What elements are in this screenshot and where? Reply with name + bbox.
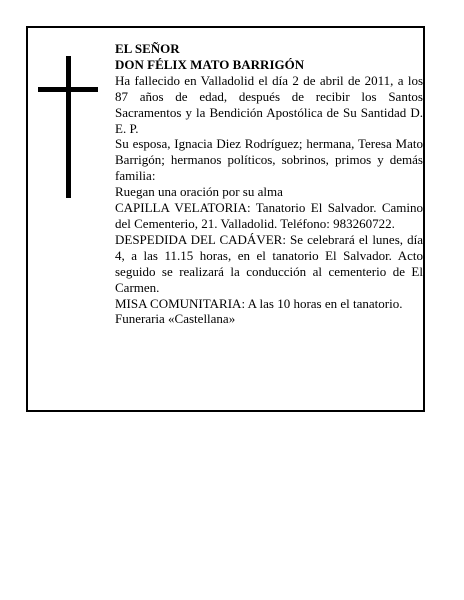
funeral-home: Funeraria «Castellana» (115, 311, 236, 327)
community-mass: MISA COMUNITARIA: A las 10 horas en el tanatorio. (115, 295, 403, 311)
cross-vertical-bar (66, 56, 71, 198)
death-announcement: Ha fallecido en Valladolid el día 2 de abril de 2011, a los 87 años de edad, después de recibir los Santos Sacramentos y la Bendición Apostólica de Su Santidad D. E. P. (115, 72, 423, 136)
heading-title: EL SEÑOR (115, 41, 180, 56)
cross-icon (38, 56, 98, 198)
family-members: Su esposa, Ignacia Diez Rodríguez; hermana, Teresa Mato Barrigón; hermanos políticos, sobrinos, primos y demás familia: (115, 136, 423, 184)
funeral-chapel: CAPILLA VELATORIA: Tanatorio El Salvador. Camino del Cementerio, 21. Valladolid. Teléfono: 983260722. (115, 200, 423, 231)
farewell-details: DESPEDIDA DEL CADÁVER: Se celebrará el lunes, día 4, a las 11.15 horas, en el tanatorio El Salvador. Acto seguido se realizará la conducción al cementerio de El Carmen. (115, 231, 423, 295)
prayer-request: Ruegan una oración por su alma (115, 184, 283, 200)
notice-text (115, 41, 423, 327)
obituary-notice (26, 26, 425, 412)
deceased-name: DON FÉLIX MATO BARRIGÓN (115, 56, 305, 72)
cross-horizontal-bar (38, 87, 98, 92)
